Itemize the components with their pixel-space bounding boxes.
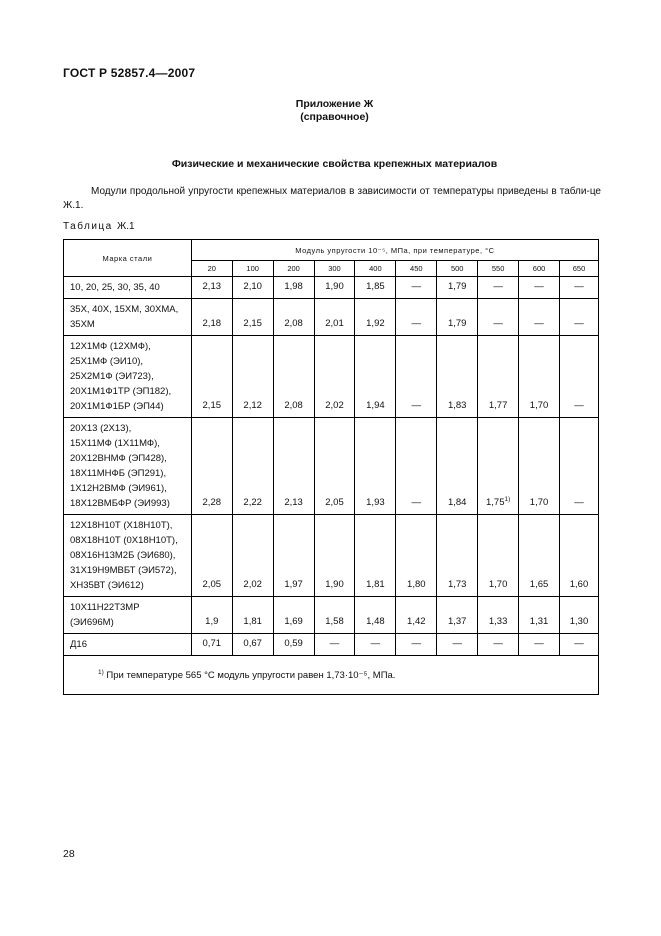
footnote-text: При температуре 565 °С модуль упругости равен 1,73·10⁻⁵, МПа. bbox=[103, 670, 396, 681]
modulus-value-cell bbox=[355, 299, 396, 336]
modulus-value-cell bbox=[191, 299, 232, 336]
modulus-value-cell bbox=[519, 418, 560, 515]
modulus-value: — bbox=[574, 318, 584, 329]
header-modulus: Модуль упругости 10⁻⁵, МПа, при температуре, °С bbox=[191, 240, 598, 261]
modulus-value: — bbox=[574, 400, 584, 411]
modulus-value: 1,70 bbox=[529, 497, 549, 508]
steel-grade-line: 25Х1МФ (ЭИ10), bbox=[70, 356, 144, 367]
modulus-value-cell bbox=[478, 418, 519, 515]
modulus-value: 1,73 bbox=[447, 579, 467, 590]
modulus-value: — bbox=[574, 281, 584, 292]
modulus-value-cell bbox=[191, 515, 232, 597]
modulus-value: 2,13 bbox=[202, 281, 222, 292]
temperature-header-cell: 650 bbox=[560, 261, 599, 277]
steel-grade-cell bbox=[64, 634, 192, 656]
modulus-value: 1,48 bbox=[366, 616, 385, 627]
modulus-value: — bbox=[411, 281, 422, 292]
footnote-row bbox=[64, 656, 599, 695]
modulus-value-cell bbox=[437, 299, 478, 336]
modulus-value: 1,42 bbox=[407, 616, 426, 627]
steel-grade-line: (ЭИ696М) bbox=[70, 617, 114, 628]
intro-paragraph: Модули продольной упругости крепежных материалов в зависимости от температуры приведены в табли-це Ж.1. bbox=[63, 186, 601, 211]
modulus-value-cell bbox=[314, 336, 355, 418]
modulus-value: 0,71 bbox=[202, 638, 222, 649]
modulus-value: 1,80 bbox=[407, 579, 426, 590]
modulus-value: — bbox=[411, 318, 422, 329]
steel-grade-line: 10Х11Н22Т3МР bbox=[70, 602, 140, 613]
modulus-value: 2,02 bbox=[325, 400, 344, 411]
modulus-value: 2,15 bbox=[202, 400, 222, 411]
steel-grade-line: ХН35ВТ (ЭИ612) bbox=[70, 580, 144, 591]
modulus-value: — bbox=[493, 318, 503, 329]
modulus-value: 1,70 bbox=[488, 579, 508, 590]
modulus-value-cell bbox=[478, 634, 519, 656]
modulus-value-cell bbox=[314, 299, 355, 336]
temperature-header-cell: 200 bbox=[273, 261, 314, 277]
modulus-value-cell bbox=[191, 277, 232, 299]
modulus-value: 1,65 bbox=[529, 579, 549, 590]
modulus-value-cell bbox=[355, 277, 396, 299]
steel-grade-cell bbox=[64, 277, 192, 299]
modulus-value: 2,18 bbox=[202, 318, 222, 329]
steel-grade-line: 35ХМ bbox=[70, 319, 95, 330]
modulus-value-cell bbox=[560, 418, 599, 515]
modulus-value: 1,33 bbox=[488, 616, 508, 627]
table-label bbox=[63, 221, 135, 232]
modulus-value-cell bbox=[478, 336, 519, 418]
steel-grade-cell bbox=[64, 515, 192, 597]
modulus-value: — bbox=[534, 281, 544, 292]
modulus-value: 2,28 bbox=[202, 497, 222, 508]
modulus-value: 1,77 bbox=[488, 400, 508, 411]
modulus-value: 1,81 bbox=[366, 579, 385, 590]
modulus-value-cell bbox=[560, 515, 599, 597]
table-footnote bbox=[64, 656, 599, 695]
steel-grade-line: 12Х18Н10Т (Х18Н10Т), bbox=[70, 520, 173, 531]
modulus-value: 1,94 bbox=[366, 400, 385, 411]
steel-grade-cell bbox=[64, 418, 192, 515]
modulus-value-cell bbox=[437, 336, 478, 418]
temperature-header-cell: 400 bbox=[355, 261, 396, 277]
steel-grade-line: 20Х13 (2Х13), bbox=[70, 423, 132, 434]
modulus-value: — bbox=[574, 497, 584, 508]
modulus-value: 1,30 bbox=[569, 616, 589, 627]
appendix-heading bbox=[0, 98, 661, 124]
modulus-value-cell bbox=[396, 597, 437, 634]
modulus-value-cell bbox=[396, 299, 437, 336]
steel-grade-line: 31Х19Н9МВБТ (ЭИ572), bbox=[70, 565, 177, 576]
modulus-value: 1,75 bbox=[485, 497, 505, 508]
modulus-value-cell bbox=[191, 418, 232, 515]
modulus-value: — bbox=[493, 281, 503, 292]
modulus-value-cell bbox=[519, 597, 560, 634]
modulus-value: 1,37 bbox=[447, 616, 467, 627]
modulus-value: — bbox=[493, 638, 503, 649]
modulus-value-cell bbox=[232, 634, 273, 656]
modulus-value-cell bbox=[396, 336, 437, 418]
footnote-mark: 1) bbox=[98, 669, 104, 676]
modulus-value-cell bbox=[273, 418, 314, 515]
modulus-value: 1,83 bbox=[447, 400, 467, 411]
table-header-row bbox=[64, 240, 599, 261]
modulus-value-cell bbox=[273, 634, 314, 656]
modulus-value: 1,93 bbox=[366, 497, 385, 508]
modulus-value: 1,98 bbox=[284, 281, 303, 292]
table-row bbox=[64, 634, 599, 656]
modulus-value: 2,08 bbox=[284, 400, 303, 411]
modulus-value-cell bbox=[519, 277, 560, 299]
modulus-value: 2,02 bbox=[243, 579, 262, 590]
table-row bbox=[64, 597, 599, 634]
modulus-value: 2,13 bbox=[284, 497, 303, 508]
steel-grade-line: 18Х12ВМБФР (ЭИ993) bbox=[70, 498, 170, 509]
modulus-value: 1,79 bbox=[447, 318, 467, 329]
modulus-value-cell bbox=[232, 515, 273, 597]
modulus-value-cell bbox=[273, 336, 314, 418]
modulus-value: 2,05 bbox=[202, 579, 222, 590]
modulus-value-cell bbox=[314, 515, 355, 597]
modulus-value-cell bbox=[396, 277, 437, 299]
modulus-value-cell bbox=[232, 336, 273, 418]
modulus-value: 1,92 bbox=[366, 318, 385, 329]
modulus-value: 2,05 bbox=[325, 497, 344, 508]
modulus-value: 2,22 bbox=[243, 497, 262, 508]
modulus-value-cell bbox=[273, 515, 314, 597]
modulus-value-cell bbox=[396, 418, 437, 515]
temperature-header-cell: 300 bbox=[314, 261, 355, 277]
modulus-value-cell bbox=[273, 299, 314, 336]
modulus-value-cell bbox=[437, 597, 478, 634]
modulus-value: 1,9 bbox=[205, 616, 219, 627]
document-standard-title: ГОСТ Р 52857.4—2007 bbox=[63, 66, 196, 80]
temperature-header-cell: 100 bbox=[232, 261, 273, 277]
steel-grade-line: 12Х1МФ (12ХМФ), bbox=[70, 341, 151, 352]
steel-grade-line: 10, 20, 25, 30, 35, 40 bbox=[70, 282, 160, 293]
modulus-value-cell bbox=[437, 634, 478, 656]
modulus-value: — bbox=[411, 497, 422, 508]
modulus-value: 1,85 bbox=[366, 281, 385, 292]
modulus-value-cell bbox=[355, 418, 396, 515]
table-row bbox=[64, 418, 599, 515]
steel-grade-line: 15Х11МФ (1Х11МФ), bbox=[70, 438, 160, 449]
table-row bbox=[64, 299, 599, 336]
modulus-value-cell bbox=[560, 597, 599, 634]
modulus-value-cell bbox=[560, 336, 599, 418]
modulus-value-cell bbox=[437, 418, 478, 515]
modulus-value-cell bbox=[560, 277, 599, 299]
modulus-value: — bbox=[411, 638, 422, 649]
footnote-mark: 1) bbox=[504, 496, 511, 503]
steel-grade-line: 18Х11МНФБ (ЭП291), bbox=[70, 468, 167, 479]
modulus-value-cell bbox=[314, 597, 355, 634]
modulus-value: — bbox=[574, 638, 584, 649]
modulus-value: — bbox=[452, 638, 462, 649]
modulus-value-cell bbox=[191, 634, 232, 656]
table-row bbox=[64, 277, 599, 299]
table-body bbox=[64, 277, 599, 695]
modulus-value-cell bbox=[519, 336, 560, 418]
modulus-value: 1,90 bbox=[325, 281, 344, 292]
steel-grade-line: 08Х16Н13М2Б (ЭИ680), bbox=[70, 550, 176, 561]
temperature-header-cell: 500 bbox=[437, 261, 478, 277]
modulus-value: 1,79 bbox=[447, 281, 467, 292]
modulus-value-cell bbox=[355, 634, 396, 656]
steel-grade-line: Д16 bbox=[70, 639, 88, 650]
modulus-value-cell bbox=[191, 336, 232, 418]
steel-grade-cell bbox=[64, 299, 192, 336]
modulus-value-cell bbox=[355, 597, 396, 634]
modulus-value: 2,15 bbox=[243, 318, 262, 329]
modulus-value-cell bbox=[314, 418, 355, 515]
modulus-value: 1,90 bbox=[325, 579, 344, 590]
elastic-modulus-table bbox=[63, 239, 599, 695]
modulus-value-cell bbox=[396, 515, 437, 597]
modulus-value: — bbox=[411, 400, 422, 411]
modulus-value: 1,31 bbox=[529, 616, 549, 627]
table-row bbox=[64, 336, 599, 418]
modulus-value: 1,60 bbox=[569, 579, 589, 590]
modulus-value-cell bbox=[519, 515, 560, 597]
modulus-value-cell bbox=[519, 299, 560, 336]
modulus-value-cell bbox=[478, 515, 519, 597]
modulus-value: 0,59 bbox=[284, 638, 303, 649]
modulus-value-cell bbox=[314, 634, 355, 656]
modulus-value: — bbox=[534, 638, 544, 649]
steel-grade-cell bbox=[64, 597, 192, 634]
modulus-value: 1,58 bbox=[325, 616, 344, 627]
modulus-value-cell bbox=[314, 277, 355, 299]
modulus-value-cell bbox=[560, 634, 599, 656]
modulus-value-cell bbox=[232, 299, 273, 336]
modulus-value: 1,84 bbox=[447, 497, 467, 508]
steel-grade-line: 20Х12ВНМФ (ЭП428), bbox=[70, 453, 167, 464]
steel-grade-line: 20Х1М1Ф1ТР (ЭП182), bbox=[70, 386, 172, 397]
modulus-value: 2,01 bbox=[325, 318, 344, 329]
modulus-value: 2,10 bbox=[243, 281, 262, 292]
modulus-value: 1,69 bbox=[284, 616, 303, 627]
modulus-value-cell bbox=[232, 277, 273, 299]
steel-grade-line: 35Х, 40Х, 15ХМ, 30ХМА, bbox=[70, 304, 179, 315]
modulus-value-cell bbox=[396, 634, 437, 656]
temperature-header-cell: 450 bbox=[396, 261, 437, 277]
modulus-value: — bbox=[329, 638, 340, 649]
temperature-header-cell: 550 bbox=[478, 261, 519, 277]
modulus-value: — bbox=[534, 318, 544, 329]
modulus-value: 1,81 bbox=[243, 616, 262, 627]
modulus-value-cell bbox=[560, 299, 599, 336]
table-label-number: Ж.1 bbox=[117, 221, 135, 232]
modulus-value-cell bbox=[232, 418, 273, 515]
modulus-value-cell bbox=[191, 597, 232, 634]
modulus-value-cell bbox=[478, 597, 519, 634]
table-row bbox=[64, 515, 599, 597]
appendix-subtitle: (справочное) bbox=[300, 111, 369, 123]
modulus-value-cell bbox=[437, 277, 478, 299]
modulus-value: 2,12 bbox=[243, 400, 262, 411]
modulus-value-cell bbox=[519, 634, 560, 656]
modulus-value: 0,67 bbox=[243, 638, 262, 649]
modulus-value: 2,08 bbox=[284, 318, 303, 329]
modulus-value: 1,97 bbox=[284, 579, 303, 590]
temperature-header-cell: 20 bbox=[191, 261, 232, 277]
steel-grade-cell bbox=[64, 336, 192, 418]
section-title: Физические и механические свойства крепежных материалов bbox=[171, 158, 498, 170]
modulus-value-cell bbox=[355, 515, 396, 597]
modulus-value-cell bbox=[355, 336, 396, 418]
modulus-value-cell bbox=[437, 515, 478, 597]
steel-grade-line: 1Х12Н2ВМФ (ЭИ961), bbox=[70, 483, 167, 494]
steel-grade-line: 25Х2М1Ф (ЭИ723), bbox=[70, 371, 154, 382]
steel-grade-line: 08Х18Н10Т (0Х18Н10Т), bbox=[70, 535, 178, 546]
modulus-value: — bbox=[370, 638, 381, 649]
modulus-value-cell bbox=[273, 277, 314, 299]
appendix-title: Приложение Ж bbox=[295, 98, 374, 110]
modulus-value-cell bbox=[478, 277, 519, 299]
modulus-value: 1,70 bbox=[529, 400, 549, 411]
modulus-value-cell bbox=[232, 597, 273, 634]
steel-grade-line: 20Х1М1Ф1БР (ЭП44) bbox=[70, 401, 164, 412]
table-label-word: Таблица bbox=[63, 221, 113, 232]
modulus-value-cell bbox=[478, 299, 519, 336]
header-steel-grade: Марка стали bbox=[64, 240, 192, 277]
temperature-header-cell: 600 bbox=[519, 261, 560, 277]
modulus-value-cell bbox=[273, 597, 314, 634]
page-number: 28 bbox=[63, 848, 75, 860]
